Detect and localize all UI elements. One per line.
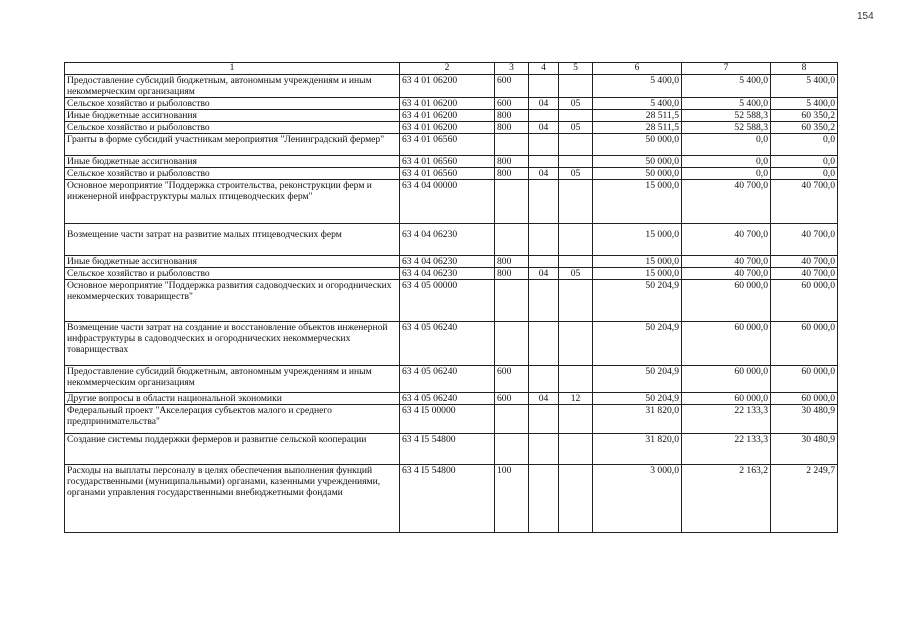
row-col7: 5 400,0 (682, 75, 771, 98)
row-col4: 04 (529, 122, 559, 134)
row-col6: 15 000,0 (593, 180, 682, 224)
row-col6: 31 820,0 (593, 434, 682, 465)
header-row (65, 63, 838, 75)
row-col7: 60 000,0 (682, 322, 771, 366)
row-col7: 0,0 (682, 134, 771, 156)
column-header-8: 8 (771, 63, 838, 75)
row-col4: 04 (529, 168, 559, 180)
row-name: Предоставление субсидий бюджетным, автономным учреждениям и иным некоммерческим организациям (65, 75, 400, 98)
table-row (65, 122, 838, 134)
row-code: 63 4 01 06200 (400, 98, 495, 110)
row-col8: 40 700,0 (771, 256, 838, 268)
row-col5: 05 (559, 122, 593, 134)
row-name: Возмещение части затрат на развитие малых птицеводческих ферм (65, 224, 400, 256)
row-name: Предоставление субсидий бюджетным, автономным учреждениям и иным некоммерческим организациям (65, 366, 400, 393)
column-header-5: 5 (559, 63, 593, 75)
row-col5 (559, 322, 593, 366)
row-col4 (529, 405, 559, 434)
row-col5 (559, 280, 593, 322)
row-col5 (559, 156, 593, 168)
row-col3 (495, 322, 529, 366)
table-row (65, 256, 838, 268)
row-name: Сельское хозяйство и рыболовство (65, 268, 400, 280)
row-col8: 30 480,9 (771, 434, 838, 465)
table-row (65, 405, 838, 434)
table-row (65, 134, 838, 156)
row-col3: 600 (495, 393, 529, 405)
row-code: 63 4 01 06200 (400, 110, 495, 122)
row-col5: 05 (559, 168, 593, 180)
row-code: 63 4 01 06560 (400, 134, 495, 156)
row-col5: 12 (559, 393, 593, 405)
row-name: Гранты в форме субсидий участникам мероприятия "Ленинградский фермер" (65, 134, 400, 156)
table-row (65, 366, 838, 393)
row-code: 63 4 05 06240 (400, 393, 495, 405)
row-col6: 5 400,0 (593, 98, 682, 110)
row-col8: 5 400,0 (771, 75, 838, 98)
row-col7: 40 700,0 (682, 224, 771, 256)
column-header-2: 2 (400, 63, 495, 75)
row-col6: 50 204,9 (593, 322, 682, 366)
row-col7: 2 163,2 (682, 465, 771, 533)
row-col8: 60 350,2 (771, 122, 838, 134)
row-name: Федеральный проект "Акселерация субъектов малого и среднего предпринимательства" (65, 405, 400, 434)
row-name: Сельское хозяйство и рыболовство (65, 122, 400, 134)
table-row (65, 156, 838, 168)
row-name: Сельское хозяйство и рыболовство (65, 98, 400, 110)
row-col4 (529, 110, 559, 122)
row-code: 63 4 04 06230 (400, 224, 495, 256)
row-col3: 600 (495, 366, 529, 393)
table-row (65, 98, 838, 110)
row-name: Сельское хозяйство и рыболовство (65, 168, 400, 180)
row-col6: 50 000,0 (593, 156, 682, 168)
row-col6: 5 400,0 (593, 75, 682, 98)
row-name: Иные бюджетные ассигнования (65, 256, 400, 268)
row-col3: 800 (495, 110, 529, 122)
row-col3 (495, 180, 529, 224)
row-col8: 0,0 (771, 134, 838, 156)
row-name: Другие вопросы в области национальной экономики (65, 393, 400, 405)
row-col4 (529, 366, 559, 393)
row-col8: 0,0 (771, 168, 838, 180)
row-code: 63 4 I5 00000 (400, 405, 495, 434)
row-col8: 40 700,0 (771, 268, 838, 280)
row-code: 63 4 01 06560 (400, 156, 495, 168)
row-col6: 50 000,0 (593, 134, 682, 156)
row-col4: 04 (529, 268, 559, 280)
row-col5 (559, 224, 593, 256)
row-col3: 800 (495, 156, 529, 168)
row-col3: 100 (495, 465, 529, 533)
row-col7: 60 000,0 (682, 280, 771, 322)
row-col5 (559, 465, 593, 533)
row-code: 63 4 01 06200 (400, 122, 495, 134)
row-col5 (559, 256, 593, 268)
row-col8: 60 000,0 (771, 322, 838, 366)
row-col4 (529, 434, 559, 465)
table-row (65, 168, 838, 180)
table-row (65, 434, 838, 465)
table-row (65, 224, 838, 256)
row-col5 (559, 134, 593, 156)
row-col5 (559, 75, 593, 98)
row-code: 63 4 01 06560 (400, 168, 495, 180)
row-col6: 50 204,9 (593, 280, 682, 322)
row-name: Иные бюджетные ассигнования (65, 110, 400, 122)
page-number: 154 (857, 11, 874, 22)
table-row (65, 75, 838, 98)
row-col4 (529, 75, 559, 98)
table-row (65, 322, 838, 366)
row-col4 (529, 280, 559, 322)
row-col5 (559, 434, 593, 465)
row-col5 (559, 366, 593, 393)
row-col6: 3 000,0 (593, 465, 682, 533)
row-col8: 2 249,7 (771, 465, 838, 533)
row-col7: 0,0 (682, 156, 771, 168)
row-col5: 05 (559, 98, 593, 110)
row-code: 63 4 05 00000 (400, 280, 495, 322)
row-col7: 52 588,3 (682, 110, 771, 122)
row-name: Возмещение части затрат на создание и восстановление объектов инженерной инфраструктуры в садоводческих и огороднических некоммерческих товариществах (65, 322, 400, 366)
table-row (65, 268, 838, 280)
row-col8: 60 350,2 (771, 110, 838, 122)
row-col7: 22 133,3 (682, 405, 771, 434)
row-col6: 15 000,0 (593, 268, 682, 280)
column-header-1: 1 (65, 63, 400, 75)
row-col3: 800 (495, 122, 529, 134)
row-col7: 52 588,3 (682, 122, 771, 134)
row-col6: 28 511,5 (593, 110, 682, 122)
row-col8: 5 400,0 (771, 98, 838, 110)
column-header-4: 4 (529, 63, 559, 75)
row-col7: 40 700,0 (682, 180, 771, 224)
row-code: 63 4 I5 54800 (400, 465, 495, 533)
row-col7: 40 700,0 (682, 268, 771, 280)
row-col4 (529, 224, 559, 256)
row-col5 (559, 180, 593, 224)
row-name: Создание системы поддержки фермеров и развитие сельской кооперации (65, 434, 400, 465)
table-row (65, 110, 838, 122)
table-row (65, 465, 838, 533)
row-col3: 600 (495, 98, 529, 110)
row-code: 63 4 04 06230 (400, 268, 495, 280)
table-row (65, 393, 838, 405)
row-name: Основное мероприятие "Поддержка строительства, реконструкции ферм и инженерной инфраструктуры малых птицеводческих ферм" (65, 180, 400, 224)
row-col6: 31 820,0 (593, 405, 682, 434)
row-col3: 800 (495, 256, 529, 268)
row-col8: 40 700,0 (771, 224, 838, 256)
row-name: Иные бюджетные ассигнования (65, 156, 400, 168)
row-col8: 40 700,0 (771, 180, 838, 224)
row-col4 (529, 156, 559, 168)
row-col3 (495, 405, 529, 434)
row-col7: 40 700,0 (682, 256, 771, 268)
row-col4: 04 (529, 393, 559, 405)
column-header-7: 7 (682, 63, 771, 75)
row-col7: 60 000,0 (682, 393, 771, 405)
column-header-3: 3 (495, 63, 529, 75)
row-col8: 60 000,0 (771, 393, 838, 405)
row-col6: 15 000,0 (593, 256, 682, 268)
table-row (65, 280, 838, 322)
budget-table (64, 62, 838, 533)
row-name: Основное мероприятие "Поддержка развития садоводческих и огороднических некоммерческих товариществ" (65, 280, 400, 322)
row-col6: 50 204,9 (593, 366, 682, 393)
row-col5 (559, 405, 593, 434)
row-col4 (529, 465, 559, 533)
column-header-6: 6 (593, 63, 682, 75)
row-code: 63 4 04 06230 (400, 256, 495, 268)
row-col3: 600 (495, 75, 529, 98)
row-col4 (529, 322, 559, 366)
row-col3 (495, 224, 529, 256)
row-col6: 50 000,0 (593, 168, 682, 180)
row-col8: 60 000,0 (771, 280, 838, 322)
row-col8: 60 000,0 (771, 366, 838, 393)
row-col7: 5 400,0 (682, 98, 771, 110)
row-col7: 22 133,3 (682, 434, 771, 465)
row-col5: 05 (559, 268, 593, 280)
row-code: 63 4 I5 54800 (400, 434, 495, 465)
row-col6: 50 204,9 (593, 393, 682, 405)
row-col3: 800 (495, 168, 529, 180)
row-col6: 15 000,0 (593, 224, 682, 256)
row-col8: 0,0 (771, 156, 838, 168)
row-col3: 800 (495, 268, 529, 280)
row-code: 63 4 05 06240 (400, 322, 495, 366)
row-col5 (559, 110, 593, 122)
row-col4: 04 (529, 98, 559, 110)
row-col4 (529, 134, 559, 156)
table-row (65, 180, 838, 224)
row-code: 63 4 04 00000 (400, 180, 495, 224)
row-col3 (495, 280, 529, 322)
row-col3 (495, 434, 529, 465)
row-col7: 60 000,0 (682, 366, 771, 393)
row-code: 63 4 01 06200 (400, 75, 495, 98)
row-col6: 28 511,5 (593, 122, 682, 134)
row-col4 (529, 180, 559, 224)
row-name: Расходы на выплаты персоналу в целях обеспечения выполнения функций государственными (муниципальными) органами, казенными учреждениями, органами управления государственными внебюджетными фондами (65, 465, 400, 533)
row-code: 63 4 05 06240 (400, 366, 495, 393)
row-col4 (529, 256, 559, 268)
row-col8: 30 480,9 (771, 405, 838, 434)
row-col7: 0,0 (682, 168, 771, 180)
row-col3 (495, 134, 529, 156)
